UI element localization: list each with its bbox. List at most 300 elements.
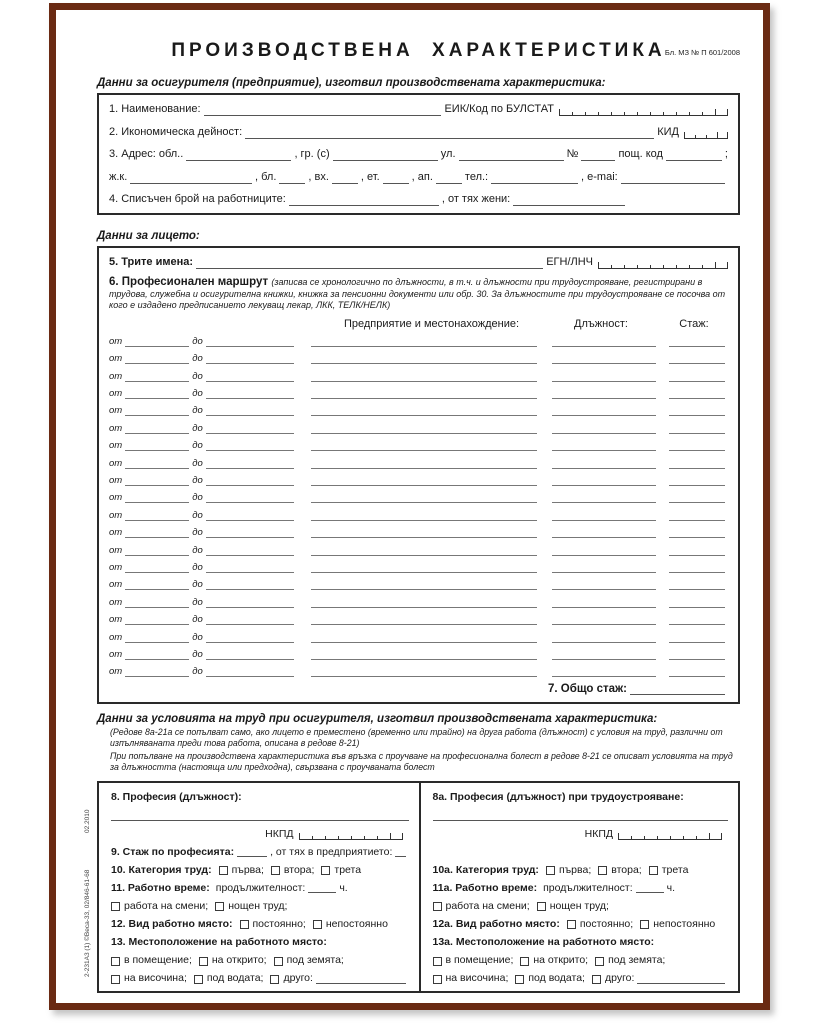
checkbox-category-third[interactable] — [321, 866, 330, 875]
from-label: от — [109, 509, 123, 521]
checkbox-permanent[interactable] — [240, 920, 249, 929]
route-to-field[interactable] — [206, 597, 294, 608]
route-company-field[interactable] — [311, 632, 537, 643]
to-label: до — [192, 527, 203, 539]
street-number-field[interactable] — [581, 150, 615, 161]
vh-field[interactable] — [332, 173, 358, 184]
route-from-field[interactable] — [125, 614, 189, 625]
route-tenure-field[interactable] — [669, 666, 725, 677]
duration-field[interactable] — [308, 882, 336, 893]
women-count-field[interactable] — [513, 195, 625, 206]
comb-cell — [663, 265, 676, 269]
street-field[interactable] — [459, 150, 564, 161]
email-label: , e-mai: — [581, 170, 618, 183]
route-table-row — [109, 469, 728, 486]
checkbox-indoor-a[interactable] — [433, 957, 442, 966]
checkbox-other-a[interactable] — [592, 975, 601, 984]
category-first-label-a: първа; — [558, 863, 592, 876]
to-label: до — [192, 544, 203, 556]
route-to-field[interactable] — [206, 405, 294, 416]
checkbox-height[interactable] — [111, 975, 120, 984]
route-company-field[interactable] — [311, 579, 537, 590]
checkbox-non-permanent-a[interactable] — [640, 920, 649, 929]
duration-label-a: продължителност: — [543, 881, 633, 894]
city-field[interactable] — [333, 150, 438, 161]
comb-cell — [559, 109, 572, 116]
row9-spacer — [433, 846, 729, 859]
route-tenure-field[interactable] — [669, 597, 725, 608]
comb-cell — [676, 112, 689, 116]
location-heading-a: 13а. Местоположение на работното място: — [432, 936, 655, 949]
route-position-field[interactable] — [552, 336, 656, 347]
print-code-note: 2-231А3 (1) ©Веса-33, 02/846-61-68 — [84, 869, 91, 977]
to-label: до — [192, 353, 203, 365]
route-table-row — [109, 434, 728, 451]
total-tenure-row — [109, 683, 728, 695]
bulstat-comb-field[interactable] — [559, 109, 728, 116]
region-field[interactable] — [186, 150, 291, 161]
comb-cell — [618, 833, 631, 840]
checkbox-night-work-a[interactable] — [537, 902, 546, 911]
tenure-field[interactable] — [237, 846, 267, 857]
route-table-row — [109, 330, 728, 347]
from-label: от — [109, 440, 123, 452]
profession-field-a[interactable] — [433, 808, 729, 821]
route-tenure-field[interactable] — [669, 388, 725, 399]
route-tenure-field[interactable] — [669, 562, 725, 573]
checkbox-outdoor-a[interactable] — [520, 957, 529, 966]
route-table-row — [109, 660, 728, 677]
underground-label-a: под земята; — [608, 954, 666, 967]
comb-cell — [683, 836, 696, 840]
route-tenure-field[interactable] — [669, 405, 725, 416]
route-to-field[interactable] — [206, 527, 294, 538]
comb-cell — [338, 836, 351, 840]
checkbox-underground-a[interactable] — [595, 957, 604, 966]
route-from-field[interactable] — [125, 353, 189, 364]
from-label: от — [109, 422, 123, 434]
title-row — [97, 40, 740, 62]
email-field[interactable] — [621, 173, 725, 184]
kid-label: КИД — [657, 125, 679, 138]
route-tenure-field[interactable] — [669, 632, 725, 643]
to-label: до — [192, 457, 203, 469]
to-label: до — [192, 405, 203, 417]
comb-cell — [572, 112, 585, 116]
to-label: до — [192, 370, 203, 382]
ap-field[interactable] — [436, 173, 462, 184]
checkbox-category-first[interactable] — [219, 866, 228, 875]
route-to-field[interactable] — [206, 614, 294, 625]
route-position-field[interactable] — [552, 632, 656, 643]
location-row-1-a — [433, 954, 729, 967]
route-tenure-field[interactable] — [669, 440, 725, 451]
nkpd-comb-field-a[interactable] — [618, 833, 722, 840]
position-column-header: Длъжност: — [574, 317, 628, 330]
checkbox-height-a[interactable] — [433, 975, 442, 984]
route-to-field[interactable] — [206, 632, 294, 643]
other-label: друго: — [283, 972, 313, 985]
route-position-field[interactable] — [552, 423, 656, 434]
from-label: от — [109, 648, 123, 660]
from-label: от — [109, 666, 123, 678]
route-position-field[interactable] — [552, 440, 656, 451]
route-table-header — [109, 318, 728, 330]
route-from-field[interactable] — [125, 475, 189, 486]
comb-cell — [624, 265, 637, 269]
from-label: от — [109, 561, 123, 573]
name-field[interactable] — [204, 105, 442, 116]
form-page — [97, 40, 740, 993]
route-tenure-field[interactable] — [669, 510, 725, 521]
conditions-note-1: (Редове 8а-21а се попълват само, ако лицето е преместено (временно или трайно) на друга работа (длъжност) с условия на труд, различни от изпълняваната преди това работа, описана в редове 8-21) — [110, 727, 723, 749]
route-from-field[interactable] — [125, 632, 189, 643]
postcode-field[interactable] — [666, 150, 722, 161]
route-to-field[interactable] — [206, 579, 294, 590]
route-position-field[interactable] — [552, 458, 656, 469]
duration-field-a[interactable] — [636, 882, 664, 893]
checkbox-category-second[interactable] — [271, 866, 280, 875]
route-to-field[interactable] — [206, 510, 294, 521]
from-label: от — [109, 544, 123, 556]
checkbox-other[interactable] — [270, 975, 279, 984]
route-from-field[interactable] — [125, 579, 189, 590]
conditions-right-column — [419, 783, 739, 991]
route-company-field[interactable] — [311, 475, 537, 486]
route-from-field[interactable] — [125, 545, 189, 556]
route-to-field[interactable] — [206, 458, 294, 469]
underground-label: под земята; — [286, 954, 344, 967]
route-position-field[interactable] — [552, 371, 656, 382]
comb-cell — [676, 265, 689, 269]
route-from-field[interactable] — [125, 440, 189, 451]
route-company-field[interactable] — [311, 371, 537, 382]
non-permanent-label-a: непостоянно — [653, 917, 716, 930]
comb-cell — [624, 112, 637, 116]
route-tenure-field[interactable] — [669, 423, 725, 434]
eik-label: ЕИК/Код по БУЛСТАТ — [444, 103, 554, 115]
comb-cell — [598, 262, 611, 269]
route-tenure-field[interactable] — [669, 458, 725, 469]
route-position-field[interactable] — [552, 405, 656, 416]
person-section-box — [97, 246, 740, 704]
conditions-note-2: При попълване на производствена характеристика във връзка с проучване на професионална болест в редове 8-21 се описват условията на труд за длъжността (настояща или предходна), свързвана с проучваната болест — [110, 750, 733, 772]
permanent-label-a: постоянно; — [579, 917, 634, 930]
checkbox-category-second-a[interactable] — [598, 866, 607, 875]
checkbox-category-first-a[interactable] — [546, 866, 555, 875]
tenure-company-field[interactable] — [395, 846, 405, 857]
checkbox-indoor[interactable] — [111, 957, 120, 966]
checkbox-underwater[interactable] — [194, 975, 203, 984]
route-company-field[interactable] — [311, 597, 537, 608]
profession-label-a: 8а. Професия (длъжност) при трудоустрояване: — [432, 790, 684, 803]
to-label: до — [192, 596, 203, 608]
route-company-field[interactable] — [311, 545, 537, 556]
route-tenure-field[interactable] — [669, 353, 725, 364]
bl-field[interactable] — [279, 173, 305, 184]
labour-category-row — [111, 864, 409, 877]
route-company-field[interactable] — [311, 440, 537, 451]
workplace-type-row-a — [433, 918, 729, 931]
location-heading: 13. Местоположение на работното място: — [111, 936, 327, 949]
from-label: от — [109, 579, 123, 591]
route-tenure-field[interactable] — [669, 336, 725, 347]
checkbox-shift-work-a[interactable] — [433, 902, 442, 911]
checkbox-underground[interactable] — [274, 957, 283, 966]
checkbox-shift-work[interactable] — [111, 902, 120, 911]
other-label-a: друго: — [604, 972, 635, 985]
economic-activity-row — [109, 126, 728, 139]
jk-field[interactable] — [130, 173, 252, 184]
route-position-field[interactable] — [552, 492, 656, 503]
location-row-2 — [111, 972, 409, 985]
checkbox-non-permanent[interactable] — [313, 920, 322, 929]
route-table-row — [109, 538, 728, 555]
tenure-mid-label: , от тях в предприятието: — [270, 845, 393, 858]
print-date-note: 02.2010 — [84, 809, 91, 833]
comb-cell — [611, 112, 624, 116]
worktime-row — [111, 882, 409, 895]
duration-label: продължителност: — [215, 881, 306, 894]
route-tenure-field[interactable] — [669, 475, 725, 486]
comb-cell — [325, 836, 338, 840]
category-first-label: първа; — [231, 863, 264, 876]
route-to-field[interactable] — [206, 666, 294, 677]
route-to-field[interactable] — [206, 353, 294, 364]
workers-label: 4. Списъчен брой на работниците: — [109, 193, 286, 205]
route-position-field[interactable] — [552, 614, 656, 625]
comb-cell — [631, 836, 644, 840]
route-company-field[interactable] — [311, 492, 537, 503]
comb-cell — [695, 135, 706, 139]
route-table-row — [109, 643, 728, 660]
from-label: от — [109, 370, 123, 382]
route-to-field[interactable] — [206, 423, 294, 434]
comb-cell — [644, 836, 657, 840]
night-work-label-a: нощен труд; — [549, 899, 609, 912]
et-field[interactable] — [383, 173, 409, 184]
route-intro — [109, 277, 728, 312]
comb-cell — [390, 833, 403, 840]
route-company-field[interactable] — [311, 405, 537, 416]
nkpd-comb-field[interactable] — [299, 833, 403, 840]
route-to-field[interactable] — [206, 492, 294, 503]
names-field[interactable] — [196, 258, 543, 269]
comb-cell — [715, 262, 728, 269]
from-label: от — [109, 527, 123, 539]
route-from-field[interactable] — [125, 510, 189, 521]
route-company-field[interactable] — [311, 562, 537, 573]
route-table-row — [109, 382, 728, 399]
activity-field[interactable] — [245, 128, 654, 139]
route-to-field[interactable] — [206, 336, 294, 347]
from-label: от — [109, 388, 123, 400]
total-tenure-field[interactable] — [630, 684, 725, 695]
permanent-label: постоянно; — [252, 917, 306, 930]
route-from-field[interactable] — [125, 371, 189, 382]
route-company-field[interactable] — [311, 614, 537, 625]
route-tenure-field[interactable] — [669, 545, 725, 556]
total-tenure-label: 7. Общо стаж: — [547, 683, 627, 696]
route-position-field[interactable] — [552, 579, 656, 590]
comb-cell — [689, 112, 702, 116]
route-to-field[interactable] — [206, 440, 294, 451]
place-type-label: 12. Вид работно място: — [111, 917, 233, 930]
route-table-row — [109, 625, 728, 642]
route-company-field[interactable] — [311, 510, 537, 521]
route-company-field[interactable] — [311, 353, 537, 364]
egn-label: ЕГН/ЛНЧ — [546, 256, 593, 268]
from-label: от — [109, 614, 123, 626]
comb-cell — [585, 112, 598, 116]
comb-cell — [715, 109, 728, 116]
route-tenure-field[interactable] — [669, 579, 725, 590]
route-to-field[interactable] — [206, 371, 294, 382]
category-second-label-a: втора; — [611, 863, 642, 876]
route-position-field[interactable] — [552, 649, 656, 660]
route-company-field[interactable] — [311, 388, 537, 399]
route-from-field[interactable] — [125, 458, 189, 469]
name-label: 1. Наименование: — [109, 103, 201, 115]
other-field-a[interactable] — [637, 973, 725, 984]
route-position-field[interactable] — [552, 510, 656, 521]
location-row-2-a — [433, 972, 729, 985]
route-from-field[interactable] — [125, 423, 189, 434]
from-label: от — [109, 475, 123, 487]
route-table-row — [109, 347, 728, 364]
route-company-field[interactable] — [311, 423, 537, 434]
route-position-field[interactable] — [552, 562, 656, 573]
comb-cell — [351, 836, 364, 840]
checkbox-night-work[interactable] — [215, 902, 224, 911]
night-work-label: нощен труд; — [228, 899, 288, 912]
route-company-field[interactable] — [311, 458, 537, 469]
city-label: , гр. (с) — [294, 148, 330, 160]
route-from-field[interactable] — [125, 666, 189, 677]
checkbox-outdoor[interactable] — [199, 957, 208, 966]
nkpd-label-a: НКПД — [584, 828, 613, 840]
comb-cell — [684, 132, 695, 139]
route-from-field[interactable] — [125, 649, 189, 660]
route-to-field[interactable] — [206, 649, 294, 660]
comb-cell — [611, 265, 624, 269]
conditions-section-heading: Данни за условията на труд при осигурителя, изготвил производствената характеристика: — [97, 713, 658, 726]
route-tenure-field[interactable] — [669, 649, 725, 660]
employer-section-heading: Данни за осигурителя (предприятие), изготвил производствената характеристика: — [97, 77, 606, 89]
other-field[interactable] — [316, 973, 406, 984]
kid-comb-field[interactable] — [684, 132, 728, 139]
route-position-field[interactable] — [552, 597, 656, 608]
height-label: на височина; — [124, 972, 187, 985]
form-code: Бл. МЗ № П 601/2008 — [664, 48, 740, 57]
route-to-field[interactable] — [206, 545, 294, 556]
route-table-row — [109, 556, 728, 573]
route-from-field[interactable] — [125, 388, 189, 399]
non-permanent-label: непостоянно — [325, 917, 388, 930]
route-to-field[interactable] — [206, 562, 294, 573]
comb-cell — [650, 265, 663, 269]
route-to-field[interactable] — [206, 475, 294, 486]
address-row-2 — [109, 171, 728, 184]
place-type-label-a: 12а. Вид работно място: — [432, 917, 560, 930]
number-label: № — [566, 148, 579, 160]
comb-cell — [702, 265, 715, 269]
workers-count-field[interactable] — [289, 195, 439, 206]
route-table-row — [109, 573, 728, 590]
comb-cell — [637, 265, 650, 269]
route-tenure-field[interactable] — [669, 614, 725, 625]
comb-cell — [670, 836, 683, 840]
comb-cell — [312, 836, 325, 840]
route-table-row — [109, 486, 728, 503]
to-label: до — [192, 561, 203, 573]
route-from-field[interactable] — [125, 336, 189, 347]
route-from-field[interactable] — [125, 562, 189, 573]
to-label: до — [192, 648, 203, 660]
person-section-heading: Данни за лицето: — [97, 230, 200, 242]
route-company-field[interactable] — [311, 527, 537, 538]
route-position-field[interactable] — [552, 353, 656, 364]
route-position-field[interactable] — [552, 527, 656, 538]
to-label: до — [192, 475, 203, 487]
route-to-field[interactable] — [206, 388, 294, 399]
route-position-field[interactable] — [552, 388, 656, 399]
worktime-label-a: 11а. Работно време: — [432, 881, 538, 894]
route-from-field[interactable] — [125, 527, 189, 538]
route-from-field[interactable] — [125, 492, 189, 503]
route-company-field[interactable] — [311, 336, 537, 347]
activity-label: 2. Икономическа дейност: — [109, 125, 243, 138]
nkpd-row — [111, 828, 403, 840]
location-row-1 — [111, 954, 409, 967]
comb-cell — [650, 112, 663, 116]
category-label-a: 10а. Категория труд: — [432, 863, 539, 876]
route-tenure-field[interactable] — [669, 527, 725, 538]
comb-cell — [657, 836, 670, 840]
nkpd-row-a — [433, 828, 723, 840]
route-note-text: (записва се хронологично по длъжности, в т.ч. и длъжности при трудоустрояване, регистрирани в трудова, служебна и осигурителна книжки, книжка за пенсионни документи или обр. 30. За длъжностите при трудоустрояване се посочва от кого е издадено предписанието лекуващ лекар, ЛКК, ТЕЛК/НЕЛК) — [109, 277, 726, 310]
profession-field[interactable] — [111, 808, 409, 821]
comb-cell — [717, 132, 728, 139]
to-label: до — [192, 388, 203, 400]
route-position-field[interactable] — [552, 666, 656, 677]
route-company-field[interactable] — [311, 649, 537, 660]
route-label: 6. Професионален маршрут — [109, 276, 272, 288]
route-tenure-field[interactable] — [669, 371, 725, 382]
route-position-field[interactable] — [552, 545, 656, 556]
checkbox-underwater-a[interactable] — [515, 975, 524, 984]
egn-comb-field[interactable] — [598, 262, 728, 269]
to-label: до — [192, 492, 203, 504]
route-table-row — [109, 590, 728, 607]
company-column-header: Предприятие и местонахождение: — [343, 317, 520, 330]
to-label: до — [192, 579, 203, 591]
route-company-field[interactable] — [311, 666, 537, 677]
indoor-label-a: в помещение; — [445, 954, 514, 967]
route-tenure-field[interactable] — [669, 492, 725, 503]
checkbox-permanent-a[interactable] — [567, 920, 576, 929]
tel-field[interactable] — [491, 173, 578, 184]
route-from-field[interactable] — [125, 597, 189, 608]
from-label: от — [109, 631, 123, 643]
route-from-field[interactable] — [125, 405, 189, 416]
from-label: от — [109, 457, 123, 469]
from-label: от — [109, 492, 123, 504]
workers-count-row — [109, 193, 728, 206]
route-position-field[interactable] — [552, 475, 656, 486]
comb-cell — [377, 836, 390, 840]
checkbox-category-third-a[interactable] — [649, 866, 658, 875]
